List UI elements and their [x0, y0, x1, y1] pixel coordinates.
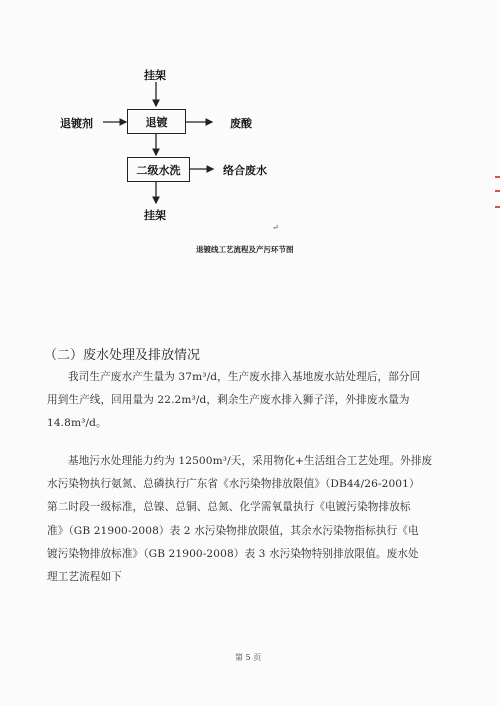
paragraph-2-line: 第二时段一级标准，总镍、总铜、总氮、化学需氧量执行《电镀污染物排放标	[47, 501, 411, 514]
node-left-input: 退镀剂	[60, 117, 93, 130]
paragraph-2-line: 基地污水处理能力约为 12500m³/天，采用物化+生活组合工艺处理。外排废	[68, 455, 433, 467]
node-right-output: 废酸	[230, 117, 252, 130]
paragraph-1-line: 我司生产废水产生量为 37m³/d，生产废水排入基地废水站处理后，部分回	[68, 371, 421, 383]
paragraph-2-line: 准》（GB 21900-2008）表 2 水污染物排放限值，其余水污染物指标执行《电	[47, 524, 419, 537]
section-heading: （二）废水处理及排放情况	[44, 348, 201, 363]
node-bottom-output: 挂架	[144, 209, 166, 222]
diagram-caption: 退镀线工艺流程及产污环节图	[196, 245, 294, 254]
process-box-second	[127, 157, 190, 182]
node-main-process: 退镀	[145, 115, 168, 129]
paragraph-1-line: 14.8m³/d。	[47, 417, 107, 430]
caption-mark: ↵	[272, 223, 279, 232]
paragraph-1-line: 用到生产线，回用量为 22.2m³/d，剩余生产废水排入狮子洋，外排废水量为	[47, 394, 410, 407]
paragraph-2-line: 镀污染物排放标准》（GB 21900-2008）表 3 水污染物特别排放限值。废水处	[47, 547, 419, 560]
paragraph-1	[47, 366, 432, 436]
page-number: 第 5 页	[235, 653, 262, 662]
paragraph-2	[47, 450, 433, 589]
paragraph-2-line: 理工艺流程如下	[47, 571, 122, 584]
node-side-output: 络合废水	[223, 164, 267, 177]
node-second-process: 二级水洗	[136, 163, 181, 177]
paragraph-2-line: 水污染物执行氨氮、总磷执行广东省《水污染物排放限值》（DB44/26-2001）	[47, 478, 420, 491]
margin-edge-marks	[494, 176, 500, 216]
process-box-main	[127, 109, 186, 134]
node-top-input: 挂架	[144, 69, 166, 82]
